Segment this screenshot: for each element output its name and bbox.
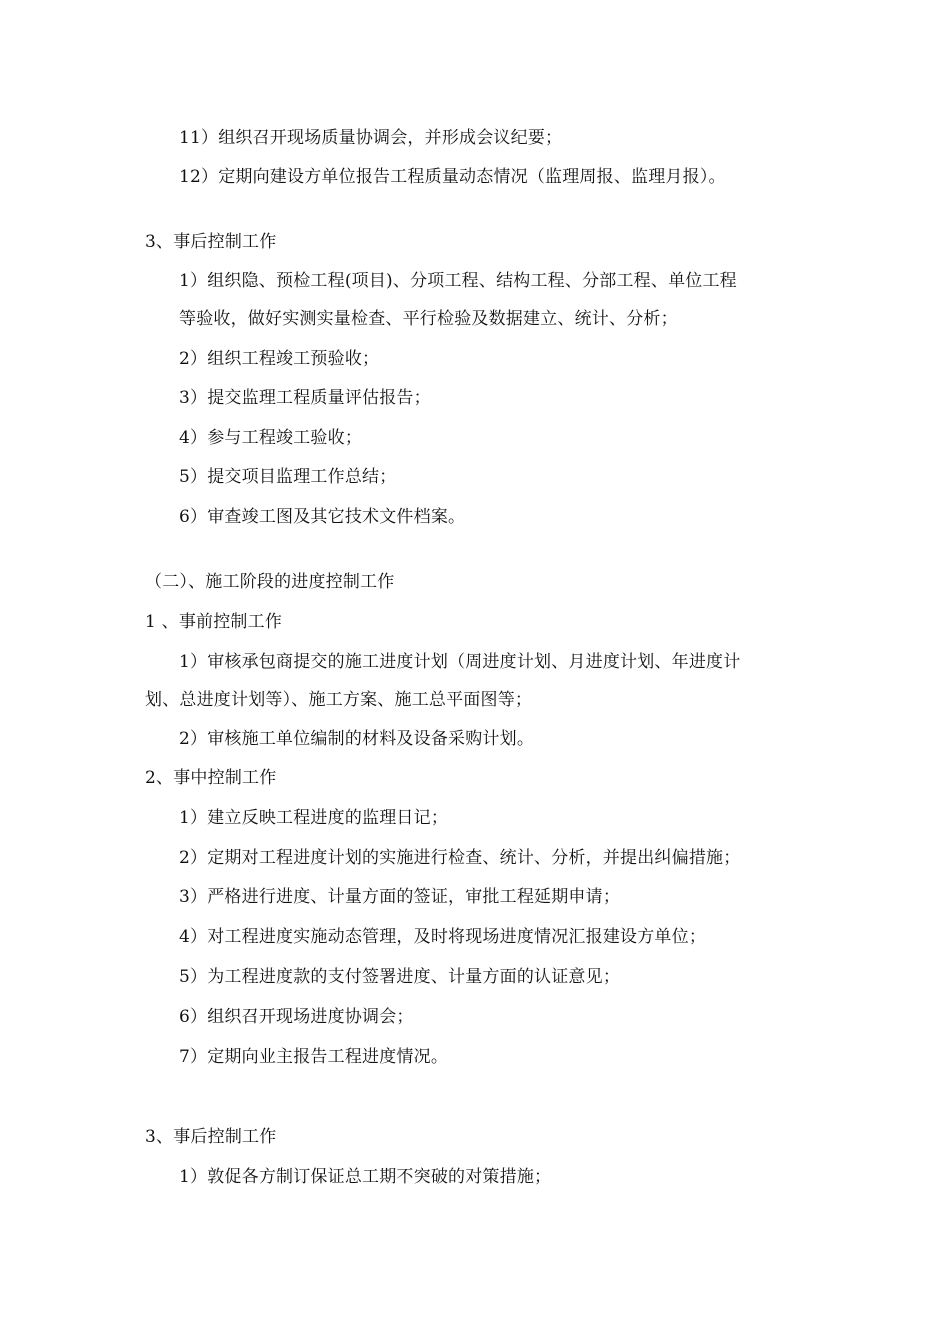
- list-item: 1）建立反映工程进度的监理日记；: [179, 808, 449, 828]
- list-item-continuation: 划、总进度计划等）、施工方案、施工总平面图等；: [145, 690, 533, 710]
- list-item: 6）审查竣工图及其它技术文件档案。: [179, 507, 466, 527]
- list-item: 3）严格进行进度、计量方面的签证，审批工程延期申请；: [179, 887, 621, 907]
- list-item: 11）组织召开现场质量协调会，并形成会议纪要；: [179, 128, 563, 148]
- chapter-heading: （二）、施工阶段的进度控制工作: [145, 572, 395, 592]
- list-item: 1）敦促各方制订保证总工期不突破的对策措施；: [179, 1167, 552, 1187]
- list-item: 3）提交监理工程质量评估报告；: [179, 388, 431, 408]
- section-heading: 1 、事前控制工作: [145, 612, 283, 632]
- list-item: 1）审核承包商提交的施工进度计划（周进度计划、月进度计划、年进度计: [179, 652, 741, 672]
- section-heading: 3、事后控制工作: [145, 232, 277, 252]
- list-item: 4）对工程进度实施动态管理，及时将现场进度情况汇报建设方单位；: [179, 927, 707, 947]
- list-item: 2）定期对工程进度计划的实施进行检查、统计、分析，并提出纠偏措施；: [179, 848, 741, 868]
- list-item: 2）审核施工单位编制的材料及设备采购计划。: [179, 729, 535, 749]
- list-item: 5）为工程进度款的支付签署进度、计量方面的认证意见；: [179, 967, 621, 987]
- list-item: 7）定期向业主报告工程进度情况。: [179, 1047, 449, 1067]
- list-item: 5）提交项目监理工作总结；: [179, 467, 397, 487]
- list-item-continuation: 等验收，做好实测实量检查、平行检验及数据建立、统计、分析；: [179, 309, 678, 329]
- list-item: 1）组织隐、预检工程(项目)、分项工程、结构工程、分部工程、单位工程: [179, 271, 737, 291]
- list-item: 4）参与工程竣工验收；: [179, 428, 363, 448]
- list-item: 12）定期向建设方单位报告工程质量动态情况（监理周报、监理月报）。: [179, 167, 726, 187]
- section-heading: 3、事后控制工作: [145, 1127, 277, 1147]
- list-item: 2）组织工程竣工预验收；: [179, 349, 380, 369]
- list-item: 6）组织召开现场进度协调会；: [179, 1007, 414, 1027]
- section-heading: 2、事中控制工作: [145, 768, 277, 788]
